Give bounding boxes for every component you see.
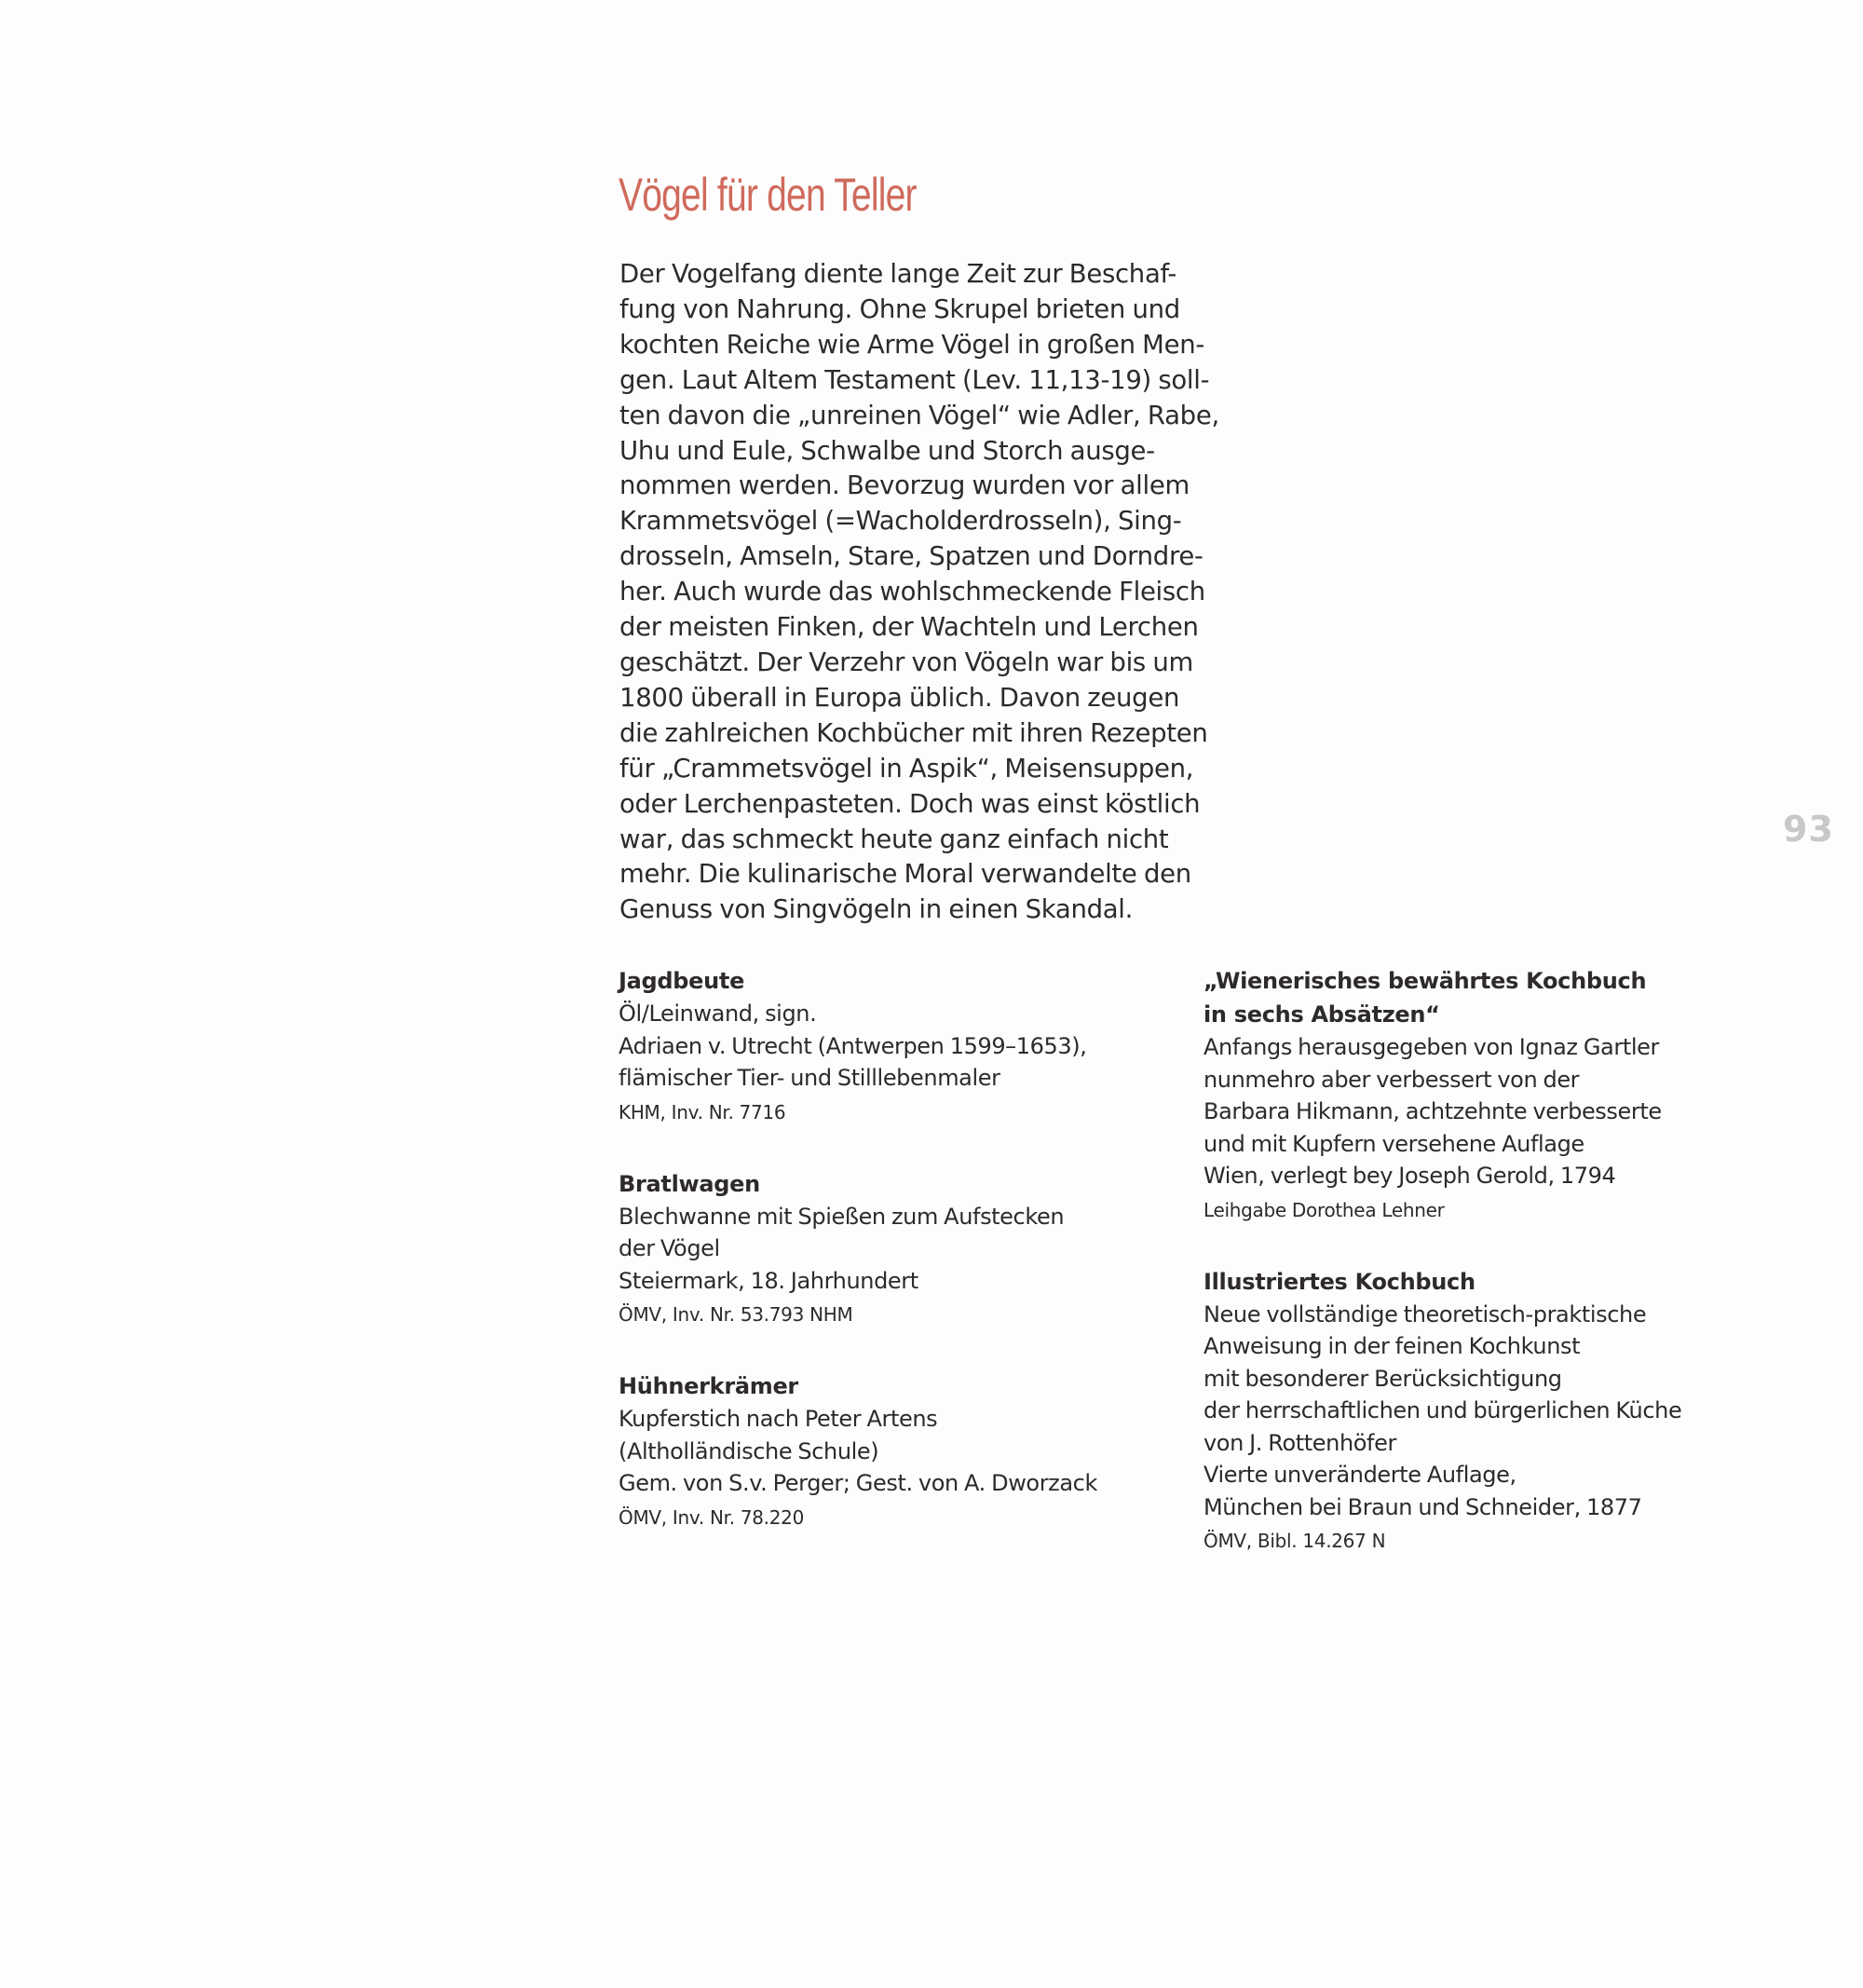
intro-paragraph xyxy=(619,257,1219,928)
catalog-entry-jagdbeute xyxy=(619,964,1140,1130)
entry-title: Jagdbeute xyxy=(619,968,745,994)
intro-line: nommen werden. Bevorzug wurden vor allem xyxy=(619,470,1190,501)
intro-line: Der Vogelfang diente lange Zeit zur Beschaf- xyxy=(619,259,1176,289)
intro-line: drosseln, Amseln, Stare, Spatzen und Dorndre- xyxy=(619,541,1203,572)
entry-line: der herrschaftlichen und bürgerlichen Küche xyxy=(1203,1397,1682,1423)
intro-line: war, das schmeckt heute ganz einfach nicht xyxy=(619,824,1169,854)
entry-line: (Altholländische Schule) xyxy=(619,1437,879,1464)
entry-line: Gem. von S.v. Perger; Gest. von A. Dworzack xyxy=(619,1470,1097,1496)
catalog-entry-wienerisches-kochbuch xyxy=(1203,964,1725,1228)
entry-line: nunmehro aber verbessert von der xyxy=(1203,1066,1580,1093)
intro-line: für „Crammetsvögel in Aspik“, Meisensuppen, xyxy=(619,753,1194,783)
intro-line: ten davon die „unreinen Vögel“ wie Adler, Rabe, xyxy=(619,400,1219,430)
entry-credit: ÖMV, Bibl. 14.267 N xyxy=(1203,1530,1386,1552)
entry-line: mit besonderer Berücksichtigung xyxy=(1203,1365,1562,1392)
entry-line: flämischer Tier- und Stilllebenmaler xyxy=(619,1065,1000,1091)
entry-credit: Leihgabe Dorothea Lehner xyxy=(1203,1198,1445,1221)
intro-line: oder Lerchenpasteten. Doch was einst köstlich xyxy=(619,788,1201,819)
entry-title: Hühnerkrämer xyxy=(619,1373,798,1399)
page-number: 93 xyxy=(1783,809,1834,850)
entry-line: Steiermark, 18. Jahrhundert xyxy=(619,1267,918,1294)
entry-line: Wien, verlegt bey Joseph Gerold, 1794 xyxy=(1203,1163,1616,1189)
intro-line: geschätzt. Der Verzehr von Vögeln war bis um xyxy=(619,647,1193,677)
intro-line: kochten Reiche wie Arme Vögel in großen Men- xyxy=(619,329,1204,360)
entry-line: Vierte unveränderte Auflage, xyxy=(1203,1462,1516,1488)
entry-line: der Vögel xyxy=(619,1235,720,1261)
intro-line: der meisten Finken, der Wachteln und Lerchen xyxy=(619,612,1199,643)
intro-line: her. Auch wurde das wohlschmeckende Fleisch xyxy=(619,577,1205,607)
entry-line: Anfangs herausgegeben von Ignaz Gartler xyxy=(1203,1034,1659,1060)
intro-line: gen. Laut Altem Testament (Lev. 11,13-19) soll- xyxy=(619,364,1210,395)
entry-line: Neue vollständige theoretisch-praktische xyxy=(1203,1300,1647,1328)
intro-line: die zahlreichen Kochbücher mit ihren Rezepten xyxy=(619,717,1208,748)
entry-line: Barbara Hikmann, achtzehnte verbesserte xyxy=(1203,1098,1662,1124)
entry-line: Öl/Leinwand, sign. xyxy=(619,1001,817,1027)
right-catalog-column xyxy=(1203,964,1725,1596)
entry-credit: KHM, Inv. Nr. 7716 xyxy=(619,1100,786,1123)
entry-line: und mit Kupfern versehene Auflage xyxy=(1203,1130,1584,1157)
entry-title-continued: in sechs Absätzen“ xyxy=(1203,1001,1440,1028)
entry-credit: ÖMV, Inv. Nr. 78.220 xyxy=(619,1505,805,1529)
page-title: Vögel für den Teller xyxy=(619,169,917,221)
intro-line: fung von Nahrung. Ohne Skrupel brieten und xyxy=(619,293,1180,324)
intro-line: Genuss von Singvögeln in einen Skandal. xyxy=(619,894,1134,925)
entry-title: Bratlwagen xyxy=(619,1170,760,1197)
intro-line: Krammetsvögel (=Wacholderdrosseln), Sing- xyxy=(619,506,1182,537)
intro-line: 1800 überall in Europa üblich. Davon zeugen xyxy=(619,682,1180,713)
intro-line: Uhu und Eule, Schwalbe und Storch ausge- xyxy=(619,435,1155,466)
intro-line: mehr. Die kulinarische Moral verwandelte den xyxy=(619,859,1191,890)
entry-credit: ÖMV, Inv. Nr. 53.793 NHM xyxy=(619,1303,853,1326)
entry-title: „Wienerisches bewährtes Kochbuch xyxy=(1203,968,1647,994)
catalog-entry-bratlwagen xyxy=(619,1167,1140,1333)
catalog-entry-huehnerkraemer xyxy=(619,1369,1140,1535)
entry-title: Illustriertes Kochbuch xyxy=(1203,1268,1475,1295)
entry-line: Kupferstich nach Peter Artens xyxy=(619,1406,938,1432)
entry-line: von J. Rottenhöfer xyxy=(1203,1429,1396,1456)
entry-line: Adriaen v. Utrecht (Antwerpen 1599–1653), xyxy=(619,1032,1087,1059)
catalog-entry-illustriertes-kochbuch xyxy=(1203,1265,1725,1559)
entry-line: Blechwanne mit Spießen zum Aufstecken xyxy=(619,1203,1065,1230)
entry-line: München bei Braun und Schneider, 1877 xyxy=(1203,1493,1642,1520)
left-catalog-column xyxy=(619,964,1140,1573)
entry-line: Anweisung in der feinen Kochkunst xyxy=(1203,1333,1581,1359)
